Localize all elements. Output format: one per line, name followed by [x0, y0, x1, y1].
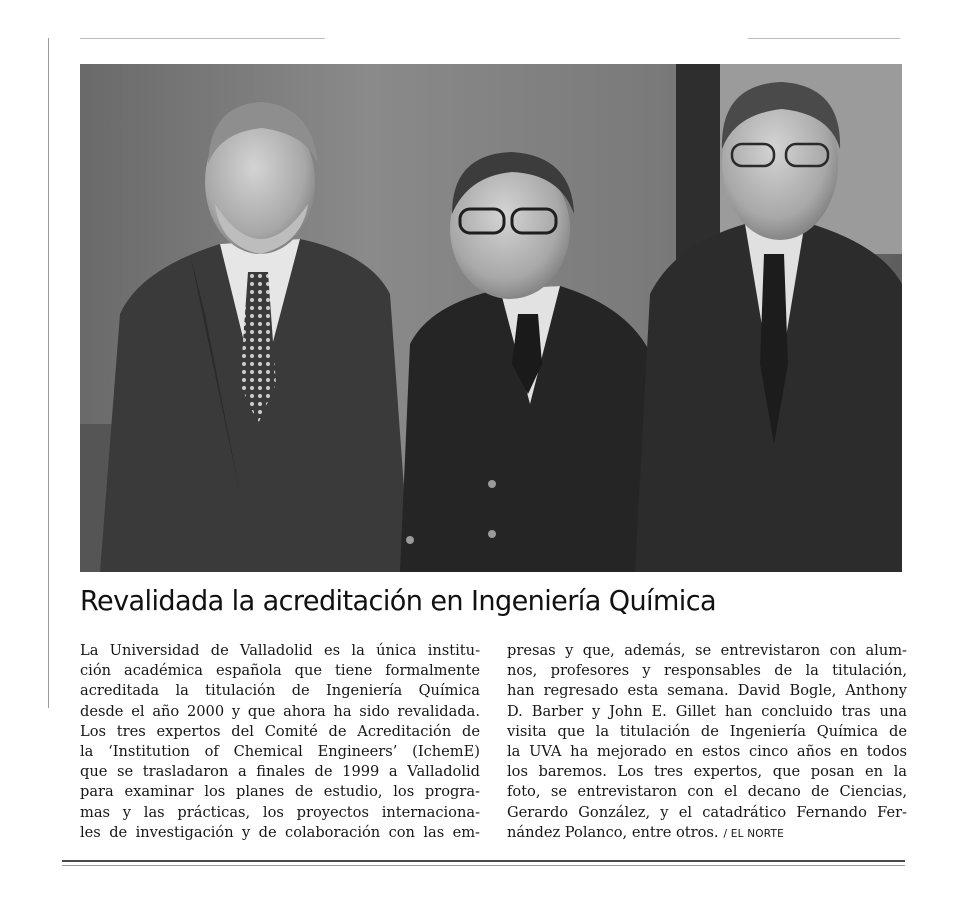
text-line: presas y que, además, se entrevistaron con alum- — [507, 642, 907, 659]
top-rule-left — [80, 38, 325, 39]
photo-credit: / EL NORTE — [723, 827, 784, 840]
text-line: ción académica española que tiene formalmente — [80, 662, 480, 680]
text-line: mas y las prácticas, los proyectos internaciona- — [80, 803, 480, 821]
news-photo — [80, 64, 902, 572]
text-line: la UVA ha mejorado en estos cinco años en todos — [507, 743, 907, 761]
bottom-rule-thin — [62, 865, 905, 866]
text-line: nos, profesores y responsables de la titulación, — [507, 662, 907, 680]
bottom-rule — [62, 860, 905, 862]
text-line: acreditada la titulación de Ingeniería Química — [80, 682, 480, 700]
text-line: les de investigación y de colaboración con las em- — [80, 823, 480, 841]
text-line: visita que la titulación de Ingeniería Química de — [507, 722, 907, 740]
left-margin-rule — [48, 38, 49, 708]
text-line: han regresado esta semana. David Bogle, Anthony — [507, 682, 907, 700]
text-line: desde el año 2000 y que ahora ha sido revalidada. — [80, 702, 480, 720]
article-column-left — [80, 641, 480, 843]
text-line-final: nández Polanco, entre otros. — [507, 823, 719, 841]
text-line: La Universidad de Valladolid es la única institu- — [80, 642, 480, 659]
text-line: para examinar los planes de estudio, los progra- — [80, 783, 480, 801]
top-rule-right — [748, 38, 900, 39]
text-line: los baremos. Los tres expertos, que posan en la — [507, 763, 907, 781]
text-line: Los tres expertos del Comité de Acreditación de — [80, 722, 480, 740]
article-column-right — [507, 641, 907, 844]
article-headline: Revalidada la acreditación en Ingeniería Química — [80, 585, 717, 617]
text-line-last — [507, 823, 907, 844]
text-line: que se trasladaron a finales de 1999 a Valladolid — [80, 763, 480, 781]
text-line: foto, se entrevistaron con el decano de Ciencias, — [507, 783, 907, 801]
text-line: D. Barber y John E. Gillet han concluido tras una — [507, 702, 907, 720]
text-line: Gerardo González, y el catadrático Fernando Fer- — [507, 803, 907, 821]
text-line: la ‘Institution of Chemical Engineers’ (IchemE) — [80, 743, 480, 761]
